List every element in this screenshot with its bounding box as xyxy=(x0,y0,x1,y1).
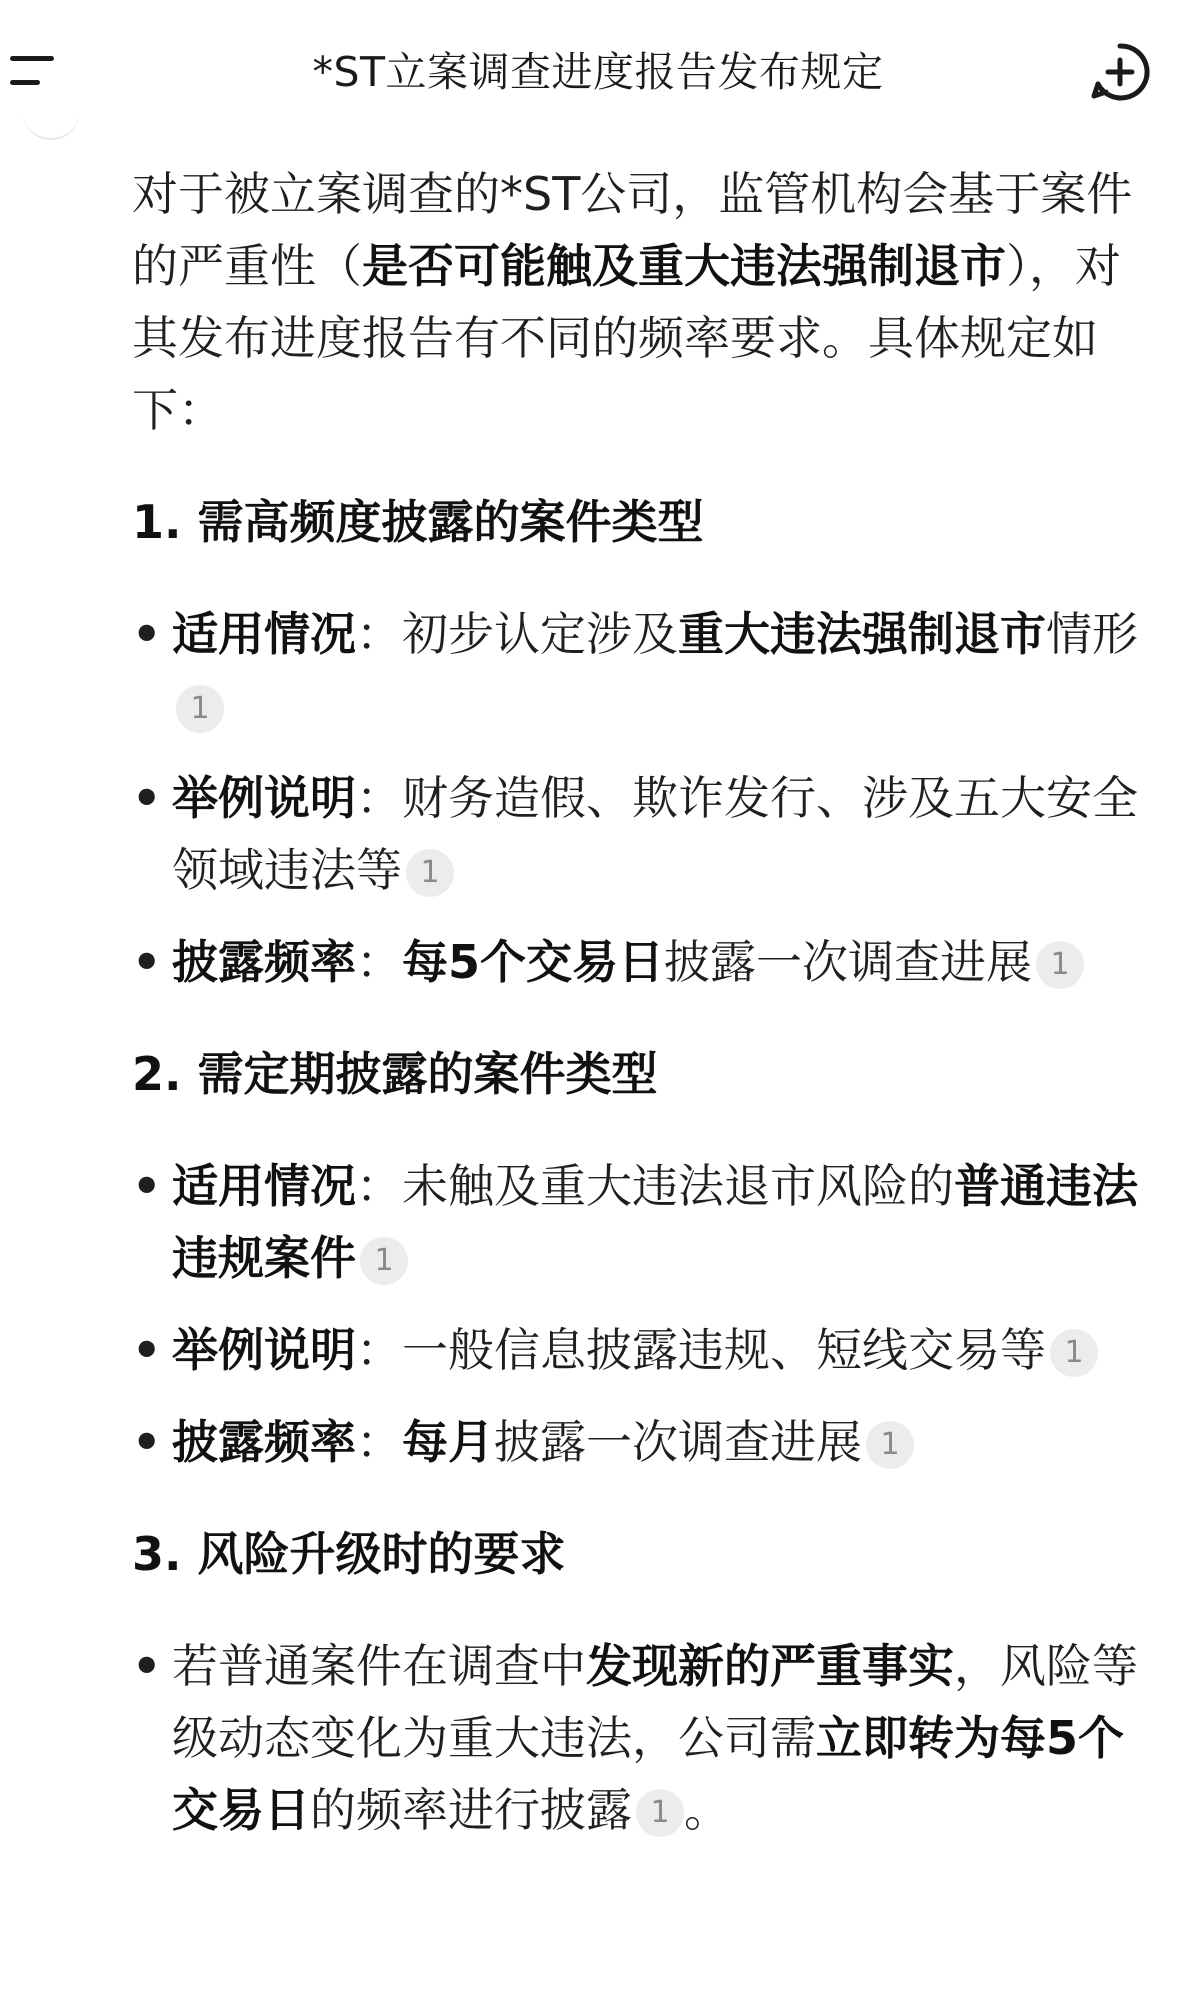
section-1-list xyxy=(132,598,1152,998)
item-separator: ： xyxy=(356,1159,402,1213)
section-1-title: 1. 需高频度披露的案件类型 xyxy=(132,495,704,549)
item-bold: 立即转为每5个交易日 xyxy=(172,1711,1125,1837)
section-2-list xyxy=(132,1150,1152,1478)
intro-text-2: ），对其发布进度报告有不同的频率要求。具体规定如下： xyxy=(132,239,1121,437)
item-bold: 普通违法违规案件 xyxy=(172,1159,1138,1285)
menu-icon[interactable] xyxy=(6,52,58,92)
item-separator: ： xyxy=(356,1323,402,1377)
citation-badge[interactable]: 1 xyxy=(1036,941,1084,989)
new-chat-button[interactable] xyxy=(1088,40,1152,104)
bullet-dot: • xyxy=(132,1159,162,1213)
section-3-title: 3. 风险升级时的要求 xyxy=(132,1527,566,1581)
section-2-title: 2. 需定期披露的案件类型 xyxy=(132,1047,658,1101)
list-item xyxy=(132,1314,1152,1386)
item-separator: ： xyxy=(356,935,402,989)
plus-circle-icon xyxy=(1088,40,1152,104)
item-text: 初步认定涉及 xyxy=(402,607,678,661)
item-label: 披露频率 xyxy=(172,935,356,989)
citation-badge[interactable]: 1 xyxy=(176,685,224,733)
item-bold: 发现新的严重事实 xyxy=(586,1639,954,1693)
menu-icon-bar-bottom xyxy=(10,80,40,85)
item-text: 财务造假、欺诈发行、涉及五大安全领域违法等 xyxy=(172,771,1138,897)
item-label: 披露频率 xyxy=(172,1415,356,1469)
item-text: ，风险等级动态变化为重大违法，公司需 xyxy=(172,1639,1138,1765)
scroll-indicator xyxy=(22,108,80,140)
list-item xyxy=(132,1150,1152,1294)
item-label: 适用情况 xyxy=(172,1159,356,1213)
item-text: 。 xyxy=(684,1783,730,1837)
intro-paragraph xyxy=(132,158,1152,446)
bullet-dot: • xyxy=(132,935,162,989)
bullet-dot: • xyxy=(132,1639,162,1693)
item-label: 举例说明 xyxy=(172,1323,356,1377)
item-bold: 重大违法强制退市 xyxy=(678,607,1046,661)
item-separator: ： xyxy=(356,607,402,661)
item-label: 适用情况 xyxy=(172,607,356,661)
item-text: 若普通案件在调查中 xyxy=(172,1639,586,1693)
citation-badge[interactable]: 1 xyxy=(360,1237,408,1285)
item-text: 一般信息披露违规、短线交易等 xyxy=(402,1323,1046,1377)
item-separator: ： xyxy=(356,771,402,825)
item-bold: 每5个交易日 xyxy=(402,935,665,989)
item-text: 情形 xyxy=(1046,607,1138,661)
list-item xyxy=(132,1406,1152,1478)
menu-icon-bar-top xyxy=(10,56,54,61)
list-item xyxy=(132,598,1152,742)
citation-badge[interactable]: 1 xyxy=(866,1421,914,1469)
citation-badge[interactable]: 1 xyxy=(636,1789,684,1837)
list-item xyxy=(132,926,1152,998)
top-bar xyxy=(0,0,1196,140)
item-label: 举例说明 xyxy=(172,771,356,825)
bullet-dot: • xyxy=(132,1323,162,1377)
citation-badge[interactable]: 1 xyxy=(1050,1329,1098,1377)
page-title: *ST立案调查进度报告发布规定 xyxy=(312,48,884,96)
item-bold: 每月 xyxy=(402,1415,494,1469)
intro-text-1: 对于被立案调查的*ST公司，监管机构会基于案件的严重性（ xyxy=(132,167,1133,293)
list-item xyxy=(132,1630,1152,1846)
intro-bold-1: 是否可能触及重大违法强制退市 xyxy=(362,239,1006,293)
item-text: 未触及重大违法退市风险的 xyxy=(402,1159,954,1213)
bullet-dot: • xyxy=(132,1415,162,1469)
item-text: 披露一次调查进展 xyxy=(664,935,1033,989)
bullet-dot: • xyxy=(132,607,162,661)
bullet-dot: • xyxy=(132,771,162,825)
item-separator: ： xyxy=(356,1415,402,1469)
item-text: 披露一次调查进展 xyxy=(494,1415,862,1469)
answer-content xyxy=(132,158,1152,1846)
item-text: 的频率进行披露 xyxy=(310,1783,632,1837)
citation-badge[interactable]: 1 xyxy=(406,849,454,897)
list-item xyxy=(132,762,1152,906)
section-3-list xyxy=(132,1630,1152,1846)
